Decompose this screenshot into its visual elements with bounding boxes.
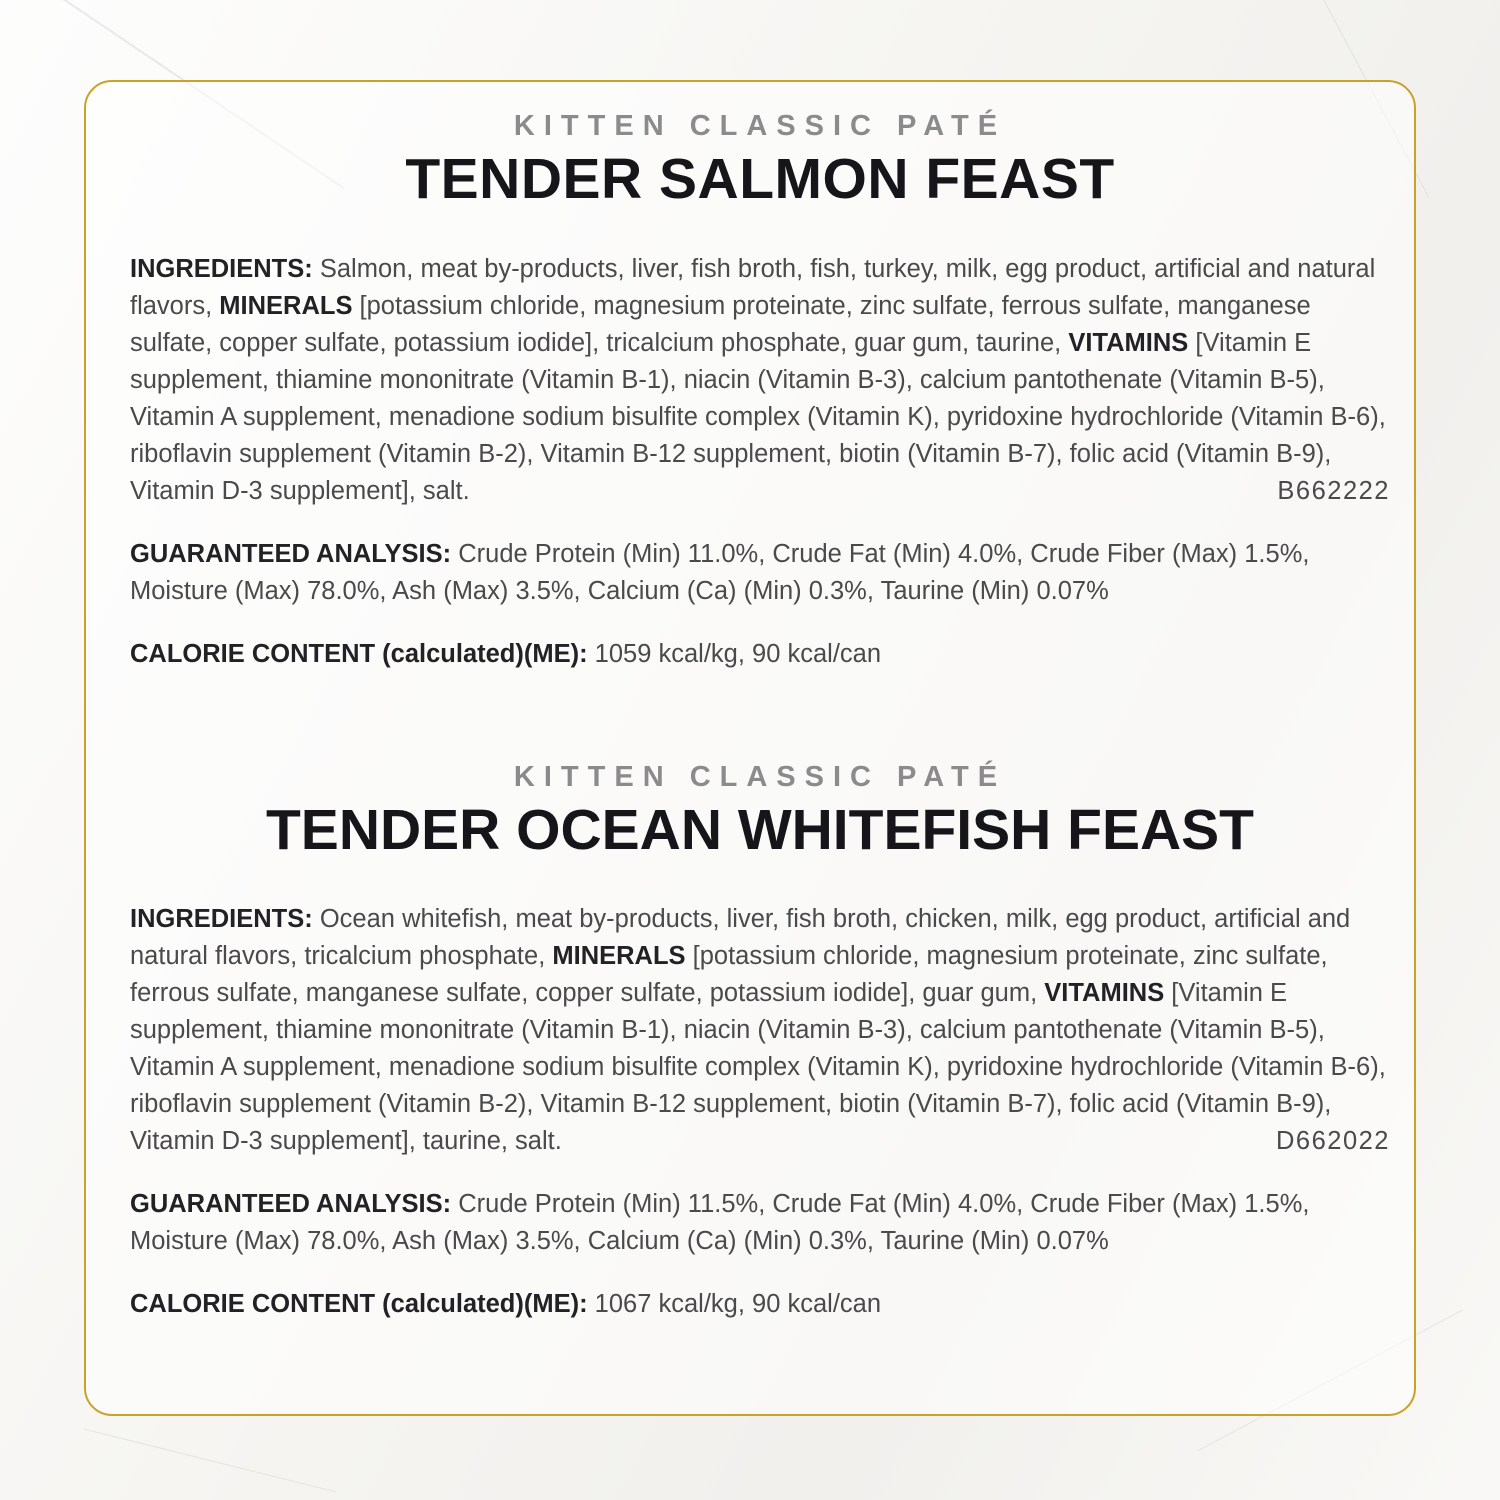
ingredients-text-part2: [potassium chloride, magnesium proteinate, zinc sulfate, ferrous sulfate, manganese sulfate, copper sulfate, potassium iodide], guar gum, bbox=[130, 942, 1328, 1008]
product-block-ocean-whitefish bbox=[130, 761, 1390, 1324]
guaranteed-analysis-text: Crude Protein (Min) 11.0%, Crude Fat (Min) 4.0%, Crude Fiber (Max) 1.5%, Moisture (Max) 78.0%, Ash (Max) 3.5%, Calcium (Ca) (Min) 0.3%, Taurine (Min) 0.07% bbox=[130, 539, 1310, 605]
vitamins-label: VITAMINS bbox=[1068, 328, 1189, 357]
guaranteed-analysis-label: GUARANTEED ANALYSIS: bbox=[130, 539, 452, 568]
lot-code: B662222 bbox=[1277, 476, 1390, 505]
ingredients-text-part1: Salmon, meat by-products, liver, fish broth, fish, turkey, milk, egg product, artificial and natural flavors, bbox=[130, 254, 1376, 320]
product-block-salmon bbox=[130, 110, 1390, 673]
product-headline: TENDER OCEAN WHITEFISH FEAST bbox=[265, 797, 1254, 862]
ingredients-text-part1: Ocean whitefish, meat by-products, liver, fish broth, chicken, milk, egg product, artificial and natural flavors, tricalcium phosphate, bbox=[130, 905, 1351, 971]
ingredients-text-part3: [Vitamin E supplement, thiamine mononitrate (Vitamin B-1), niacin (Vitamin B-3), calcium pantothenate (Vitamin B-5), Vitamin A supplement, menadione sodium bisulfite complex (Vitamin K), pyridoxine hydrochloride (Vitamin B-6), riboflavin supplement (Vitamin B-2), Vitamin B-12 supplement, biotin (Vitamin B-7), folic acid (Vitamin B-9), Vitamin D-3 supplement], taurine, salt. bbox=[130, 979, 1386, 1156]
ingredients-text-part2: [potassium chloride, magnesium proteinate, zinc sulfate, ferrous sulfate, manganese sulfate, copper sulfate, potassium iodide], tricalcium phosphate, guar gum, taurine, bbox=[130, 291, 1311, 357]
lot-code: D662022 bbox=[1275, 1127, 1390, 1156]
ingredients-label: INGREDIENTS: bbox=[130, 905, 313, 934]
minerals-label: MINERALS bbox=[552, 942, 686, 971]
guaranteed-analysis-text: Crude Protein (Min) 11.5%, Crude Fat (Min) 4.0%, Crude Fiber (Max) 1.5%, Moisture (Max) 78.0%, Ash (Max) 3.5%, Calcium (Ca) (Min) 0.3%, Taurine (Min) 0.07% bbox=[130, 1190, 1310, 1256]
vitamins-label: VITAMINS bbox=[1044, 979, 1165, 1008]
calorie-content-paragraph bbox=[130, 636, 1390, 673]
guaranteed-analysis-paragraph bbox=[130, 1186, 1390, 1260]
label-content bbox=[130, 110, 1390, 1349]
calorie-content-label: CALORIE CONTENT (calculated)(ME): bbox=[130, 639, 588, 668]
product-headline: TENDER SALMON FEAST bbox=[405, 147, 1115, 211]
calorie-content-text: 1059 kcal/kg, 90 kcal/can bbox=[587, 639, 882, 668]
product-eyebrow: KITTEN CLASSIC PATÉ bbox=[513, 760, 1007, 793]
product-eyebrow: KITTEN CLASSIC PATÉ bbox=[513, 110, 1007, 142]
ingredients-paragraph bbox=[130, 901, 1390, 1160]
minerals-label: MINERALS bbox=[219, 291, 353, 320]
calorie-content-paragraph bbox=[130, 1286, 1390, 1323]
guaranteed-analysis-label: GUARANTEED ANALYSIS: bbox=[130, 1190, 452, 1219]
marble-vein bbox=[84, 1429, 337, 1493]
calorie-content-label: CALORIE CONTENT (calculated)(ME): bbox=[130, 1290, 588, 1319]
ingredients-paragraph bbox=[130, 251, 1390, 510]
ingredients-text-part3: [Vitamin E supplement, thiamine mononitrate (Vitamin B-1), niacin (Vitamin B-3), calcium pantothenate (Vitamin B-5), Vitamin A supplement, menadione sodium bisulfite complex (Vitamin K), pyridoxine hydrochloride (Vitamin B-6), riboflavin supplement (Vitamin B-2), Vitamin B-12 supplement, biotin (Vitamin B-7), folic acid (Vitamin B-9), Vitamin D-3 supplement], salt. bbox=[130, 328, 1386, 505]
guaranteed-analysis-paragraph bbox=[130, 536, 1390, 610]
ingredients-label: INGREDIENTS: bbox=[130, 254, 313, 283]
calorie-content-text: 1067 kcal/kg, 90 kcal/can bbox=[587, 1290, 882, 1319]
